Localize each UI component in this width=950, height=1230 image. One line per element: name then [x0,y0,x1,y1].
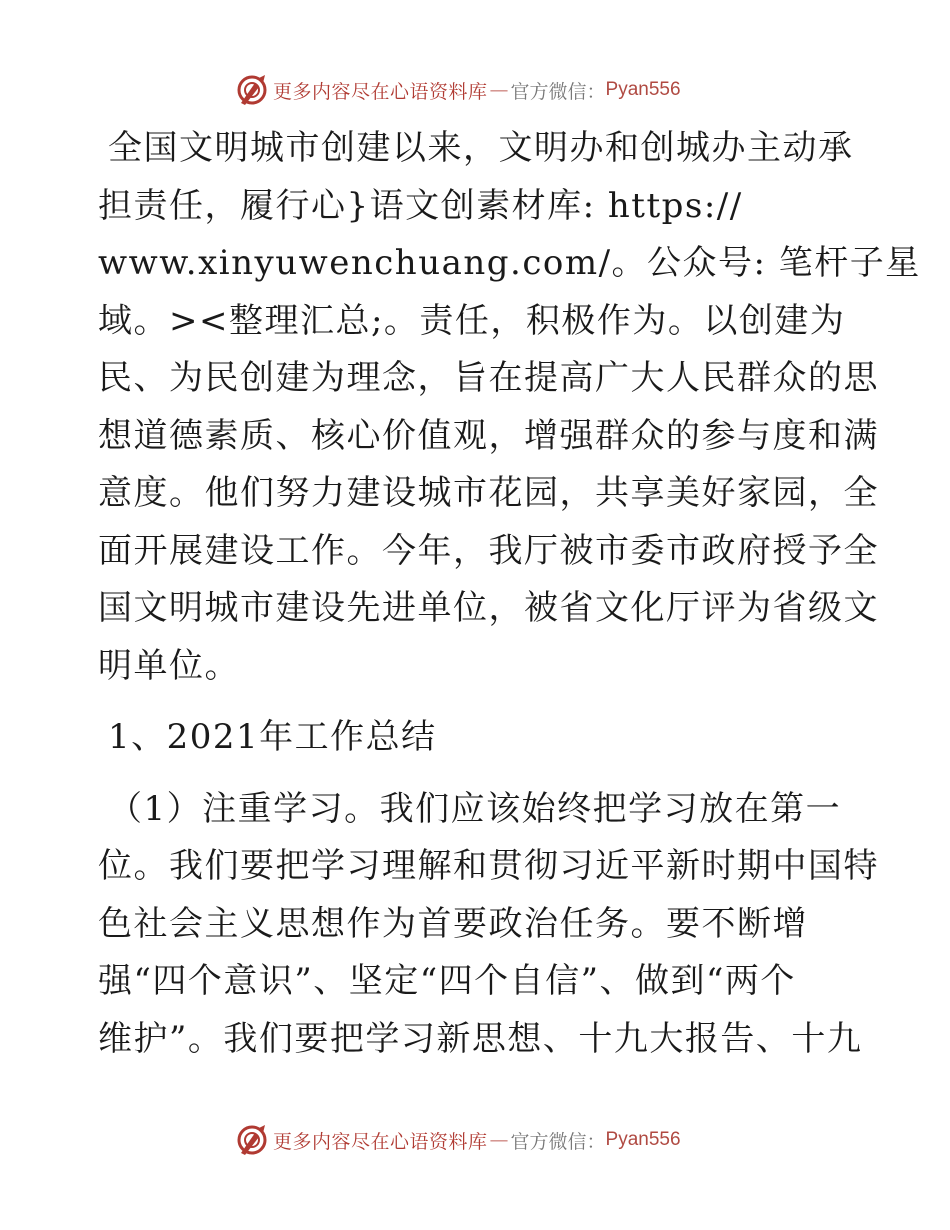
watermark-official-label: 官方微信： [510,80,606,103]
watermark-dash: — [489,79,509,101]
watermark-brand-text: 更多内容尽在心语资料库 [273,1130,488,1153]
paragraph-line: 域。><整理汇总;。责任，积极作为。以创建为 [98,300,846,341]
paragraph-spacer [98,767,858,781]
paragraph-line: 想道德素质、核心价值观，增强群众的参与度和满 [98,415,879,456]
paragraph-line: 位。我们要把学习理解和贯彻习近平新时期中国特 [98,846,879,886]
watermark-wechat-id: Pyan556 [605,1129,681,1150]
paragraph-spacer [98,695,858,709]
watermark-brand-text: 更多内容尽在心语资料库 [273,80,488,103]
paragraph-line: 民、为民创建为理念，旨在提高广大人民群众的思 [98,358,879,398]
paragraph-line: 国文明城市建设先进单位，被省文化厅评为省级文 [98,588,879,628]
paragraph-line: 色社会主义思想作为首要政治任务。要不断增 [98,903,808,944]
paragraph-line: www.xinyuwenchuang.com/。公众号: 笔杆子星 [98,243,921,283]
paragraph-line: 面开展建设工作。今年，我厅被市委市政府授予全 [98,530,879,571]
paragraph-line: 明单位。 [98,645,240,686]
watermark-official-label: 官方微信： [510,1130,606,1153]
brand-logo-icon [235,1123,269,1157]
document-body [98,120,921,1068]
paragraph-line: 担责任，履行心}语文创素材库: https:// [98,185,743,226]
watermark-dash: — [489,1129,509,1151]
paragraph-line: （1）注重学习。我们应该始终把学习放在第一 [108,788,842,829]
paragraph-line: 强“四个意识”、坚定“四个自信”、做到“两个 [98,961,796,1001]
header-watermark [235,72,681,108]
paragraph-line: 意度。他们努力建设城市花园，共享美好家园，全 [98,473,879,513]
paragraph-line: 维护”。我们要把学习新思想、十九大报告、十九 [98,1018,863,1059]
brand-logo-icon [235,73,269,107]
section-heading: 1、2021年工作总结 [108,717,437,757]
watermark-wechat-id: Pyan556 [605,79,681,100]
paragraph-line: 全国文明城市创建以来，文明办和创城办主动承 [108,128,854,168]
footer-watermark [235,1122,681,1158]
